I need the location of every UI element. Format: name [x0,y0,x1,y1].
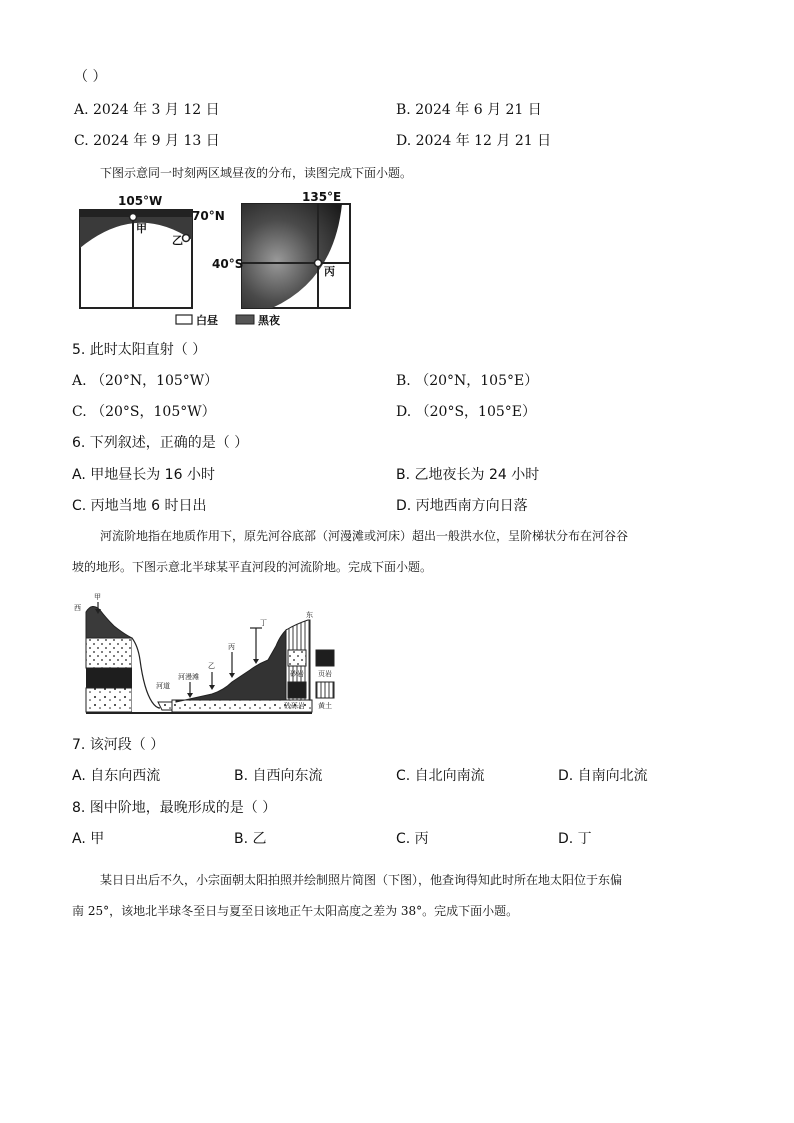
q7-stem: 7. 该河段（ ） [72,737,165,753]
label-yi: 乙 [208,662,215,670]
q8-stem: 8. 图中阶地，最晚形成的是（ ） [72,800,277,816]
q4-option-b: B. 2024 年 6 月 21 日 [396,102,542,118]
point-jia-marker [130,214,137,221]
legend-gravel-swatch [288,682,306,698]
legend-shale-label: 页岩 [318,670,332,678]
lon-135e-label: 135°E [302,190,342,204]
q4-paren: （ ） [74,69,107,85]
intro-paragraph-3-line-1: 某日日出后不久，小宗面朝太阳拍照并绘制照片简图（下图），他查询得知此时所在地太阳位于东偏 [100,873,623,887]
lat-40s-label: 40°S [212,257,244,271]
legend-shale-swatch [316,650,334,666]
q8-option-a: A. 甲 [72,831,105,847]
q8-option-d: D. 丁 [558,831,592,847]
q6-option-a: A. 甲地昼长为 16 小时 [72,467,215,483]
q5-stem: 5. 此时太阳直射（ ） [72,342,207,358]
intro-paragraph-2-line-1: 河流阶地指在地质作用下，原先河谷底部（河漫滩或河床）超出一般洪水位，呈阶梯状分布在河谷谷 [100,529,629,543]
point-yi-marker [183,235,190,242]
label-jia: 甲 [94,593,101,601]
legend-night-label: 黑夜 [258,314,280,327]
point-bing-label: 丙 [324,265,335,278]
legend-loess-swatch [316,682,334,698]
legend-gravel-label: 砂砾岩 [284,702,305,710]
q6-option-c: C. 丙地当地 6 时日出 [72,498,207,514]
label-west: 西 [74,604,81,612]
river-terrace-figure [72,590,342,718]
q5-option-b: B. （20°N，105°E） [396,373,539,389]
label-floodplain: 河漫滩 [178,673,199,681]
q8-option-b: B. 乙 [234,831,267,847]
intro-paragraph-2-line-2: 坡的地形。下图示意北半球某平直河段的河流阶地。完成下面小题。 [72,560,433,574]
label-channel: 河道 [156,682,170,690]
legend-loess-label: 黄土 [318,702,332,710]
label-bing: 丙 [228,643,235,651]
q6-option-d: D. 丙地西南方向日落 [396,498,528,514]
legend-sandstone-label: 砂岩 [290,670,304,678]
label-ding: 丁 [260,619,267,627]
legend-day-label: 白昼 [196,314,218,327]
q4-option-c: C. 2024 年 9 月 13 日 [74,133,220,149]
point-bing-marker [315,260,322,267]
q7-option-d: D. 自南向北流 [558,768,648,784]
q8-option-c: C. 丙 [396,831,429,847]
q6-stem: 6. 下列叙述，正确的是（ ） [72,435,249,451]
legend-day-swatch [176,315,192,324]
intro-paragraph-3-line-2: 南 25°，该地北半球冬至日与夏至日该地正午太阳高度之差为 38°。完成下面小题。 [72,904,519,918]
legend-sandstone-swatch [288,650,306,666]
q5-option-c: C. （20°S，105°W） [72,404,216,420]
day-night-figure [72,190,362,330]
intro-paragraph-1: 下图示意同一时刻两区域昼夜的分布，读图完成下面小题。 [100,166,413,180]
lat-70n-label: 70°N [192,209,225,223]
point-yi-label: 乙 [172,234,183,247]
label-east: 东 [306,611,313,619]
q7-option-a: A. 自东向西流 [72,768,161,784]
q7-option-b: B. 自西向东流 [234,768,323,784]
point-jia-label: 甲 [136,222,147,235]
q4-option-a: A. 2024 年 3 月 12 日 [74,102,220,118]
q5-option-a: A. （20°N，105°W） [72,373,219,389]
lon-105w-label: 105°W [118,194,163,208]
q4-option-d: D. 2024 年 12 月 21 日 [396,133,552,149]
q7-option-c: C. 自北向南流 [396,768,485,784]
q6-option-b: B. 乙地夜长为 24 小时 [396,467,540,483]
legend-night-swatch [236,315,254,324]
q5-option-d: D. （20°S，105°E） [396,404,536,420]
